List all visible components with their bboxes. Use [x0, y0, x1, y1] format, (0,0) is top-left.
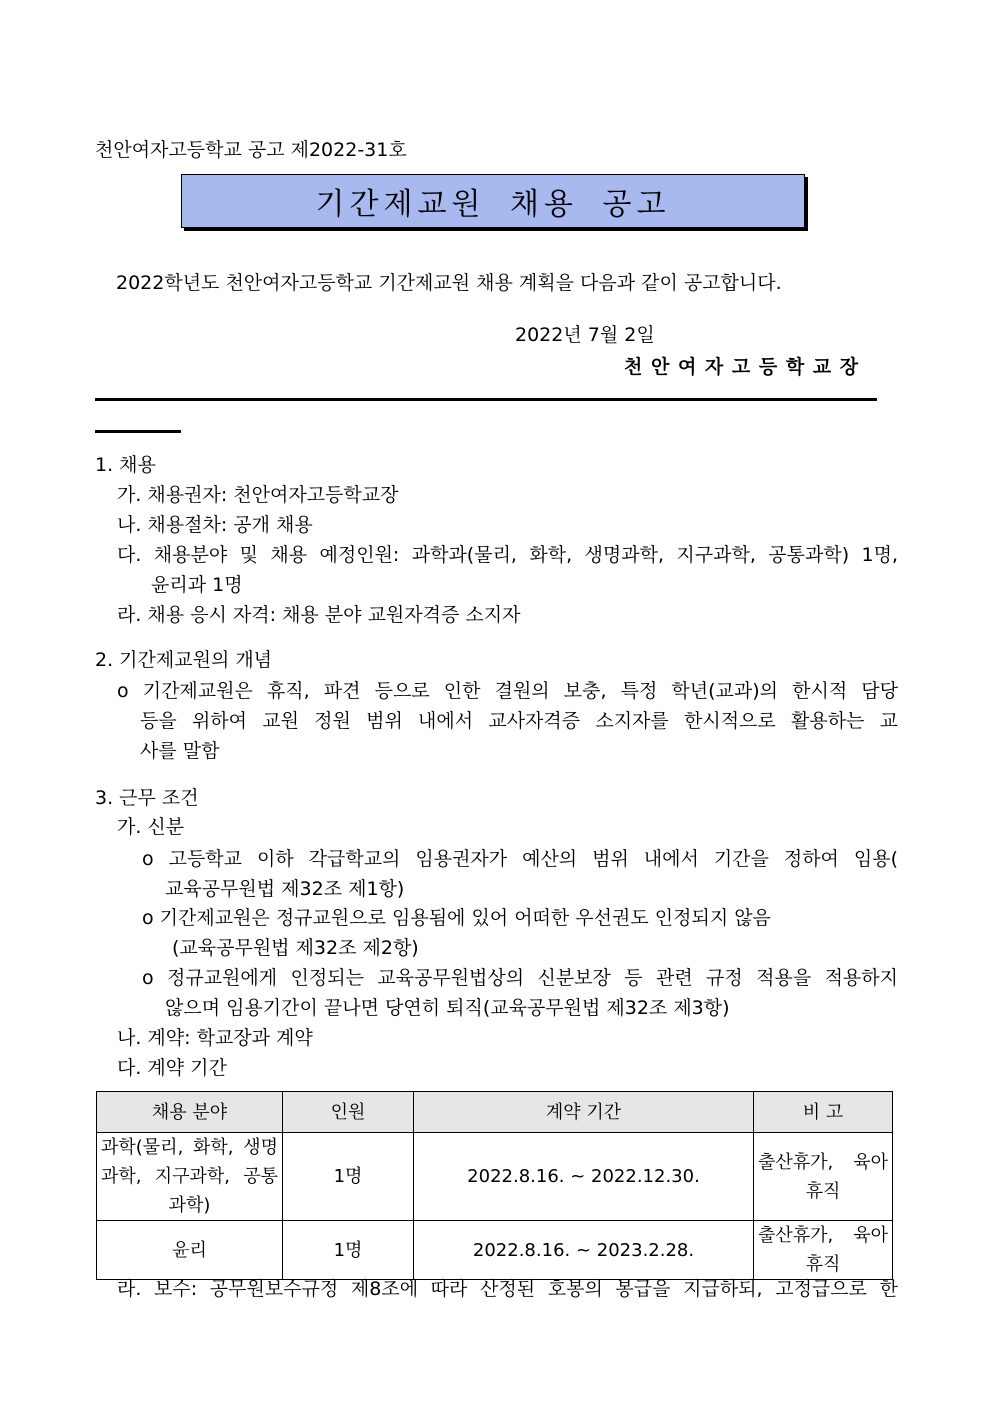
section1-heading: 1. 채용 [95, 454, 156, 476]
section3-a-line-6: 않으며 임용기간이 끝나면 당연히 퇴직(교육공무원법 제32조 제3항) [165, 997, 730, 1019]
divider-line [95, 398, 877, 401]
table-row [97, 1221, 893, 1280]
section1-item-c-cont: 윤리과 1명 [151, 574, 243, 596]
notice-date: 2022년 7월 2일 [515, 324, 655, 346]
section1-item-a: 가. 채용권자: 천안여자고등학교장 [117, 484, 399, 506]
section3-sub-a: 가. 신분 [117, 816, 185, 838]
section3-a-line-3: o 기간제교원은 정규교원으로 임용됨에 있어 어떠한 우선권도 인정되지 않음 [142, 907, 771, 929]
title-box [181, 174, 805, 228]
section3-a-line-2: 교육공무원법 제32조 제1항) [165, 878, 405, 900]
table-cell-count: 1명 [283, 1133, 414, 1221]
table-header-field: 채용 분야 [97, 1092, 283, 1133]
divider-line-continued [95, 430, 181, 433]
table-cell-field: 과학(물리, 화학, 생명과학, 지구과학, 공통과학) [97, 1133, 283, 1221]
table-header-period: 계약 기간 [414, 1092, 754, 1133]
section3-heading: 3. 근무 조건 [95, 787, 199, 809]
table-cell-note: 출산휴가, 육아휴직 [754, 1221, 893, 1280]
table-header-row [97, 1092, 893, 1133]
table-cell-note: 출산휴가, 육아휴직 [754, 1133, 893, 1221]
section3-a-line-1: o 고등학교 이하 각급학교의 임용권자가 예산의 범위 내에서 기간을 정하여 임용( [142, 848, 898, 870]
section3-sub-b: 나. 계약: 학교장과 계약 [117, 1027, 313, 1049]
section1-item-d: 라. 채용 응시 자격: 채용 분야 교원자격증 소지자 [117, 604, 521, 626]
section2-line-3: 사를 말함 [140, 740, 220, 762]
contract-table [96, 1091, 893, 1280]
section3-a-line-4: (교육공무원법 제32조 제2항) [172, 937, 419, 959]
intro-text: 2022학년도 천안여자고등학교 기간제교원 채용 계획을 다음과 같이 공고합니다. [116, 272, 782, 294]
page-title: 기간제교원 채용 공고 [315, 187, 671, 222]
section3-a-line-5: o 정규교원에게 인정되는 교육공무원법상의 신분보장 등 관련 규정 적용을 적용하지 [142, 967, 898, 989]
section1-item-b: 나. 채용절차: 공개 채용 [117, 514, 313, 536]
section3-sub-c: 다. 계약 기간 [117, 1057, 227, 1079]
table-cell-period: 2022.8.16. ~ 2022.12.30. [414, 1133, 754, 1221]
section3-sub-d: 라. 보수: 공무원보수규정 제8조에 따라 산정된 호봉의 봉급을 지급하되, 고정급으로 한 [117, 1278, 898, 1300]
table-header-count: 인원 [283, 1092, 414, 1133]
table-row [97, 1133, 893, 1221]
section2-heading: 2. 기간제교원의 개념 [95, 649, 273, 671]
table-cell-period: 2022.8.16. ~ 2023.2.28. [414, 1221, 754, 1280]
section1-item-c: 다. 채용분야 및 채용 예정인원: 과학과(물리, 화학, 생명과학, 지구과학, 공통과학) 1명, [117, 544, 898, 566]
issuer: 천 안 여 자 고 등 학 교 장 [624, 356, 860, 378]
table-cell-count: 1명 [283, 1221, 414, 1280]
notice-number: 천안여자고등학교 공고 제2022-31호 [95, 139, 407, 161]
section2-line-2: 등을 위하여 교원 정원 범위 내에서 교사자격증 소지자를 한시적으로 활용하는 교 [140, 710, 898, 732]
section2-line-1: o 기간제교원은 휴직, 파견 등으로 인한 결원의 보충, 특정 학년(교과)의 한시적 담당 [117, 680, 898, 702]
table-header-note: 비 고 [754, 1092, 893, 1133]
table-cell-field: 윤리 [97, 1221, 283, 1280]
